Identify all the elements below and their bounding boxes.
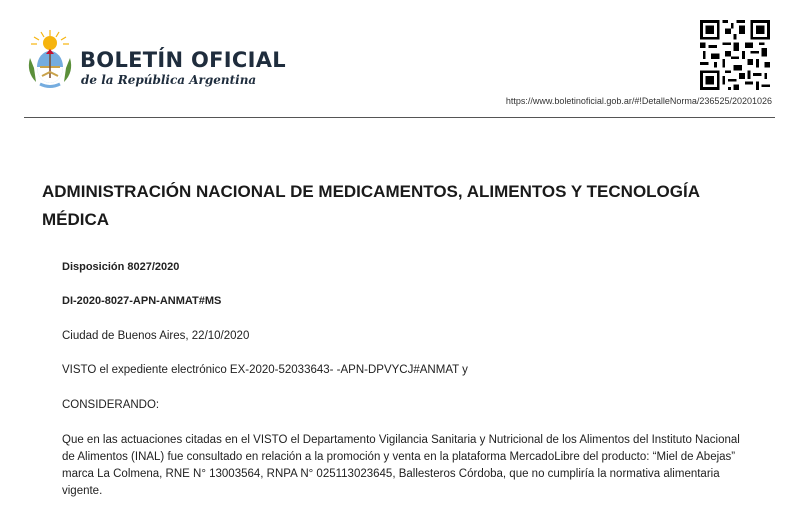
organization-title: ADMINISTRACIÓN NACIONAL DE MEDICAMENTOS, ALIMENTOS Y TECNOLOGÍA MÉDICA (42, 182, 700, 229)
considerando-heading: CONSIDERANDO: (62, 399, 160, 411)
place-date: Ciudad de Buenos Aires, 22/10/2020 (62, 330, 250, 342)
disposition-reference: DI-2020-8027-APN-ANMAT#MS (62, 295, 222, 307)
header-divider (24, 117, 775, 118)
coat-of-arms-icon (24, 28, 76, 90)
brand-title: BOLETÍN OFICIAL (80, 48, 286, 72)
brand-subtitle: de la República Argentina (81, 73, 257, 87)
document-url[interactable]: https://www.boletinoficial.gob.ar/#!DetalleNorma/236525/20201026 (505, 96, 772, 106)
visto-paragraph: VISTO el expediente electrónico EX-2020-52033643- -APN-DPVYCJ#ANMAT y (62, 364, 468, 376)
qr-code-icon (700, 20, 770, 90)
page-header (0, 0, 799, 118)
considerando-paragraph: Que en las actuaciones citadas en el VISTO el Departamento Vigilancia Sanitaria y Nutricional de los Alimentos del Instituto Nacional de Alimentos (INAL) fue consultado en relación a la promoción y venta en la plataforma MercadoLibre del producto: “Miel de Abejas” marca La Colmena, RNE N° 13003564, RNPA N° 025113023645, Ballesteros Córdoba, que no cumpliría la normativa alimentaria vigente. (62, 434, 740, 497)
disposition-number: Disposición 8027/2020 (62, 261, 180, 273)
